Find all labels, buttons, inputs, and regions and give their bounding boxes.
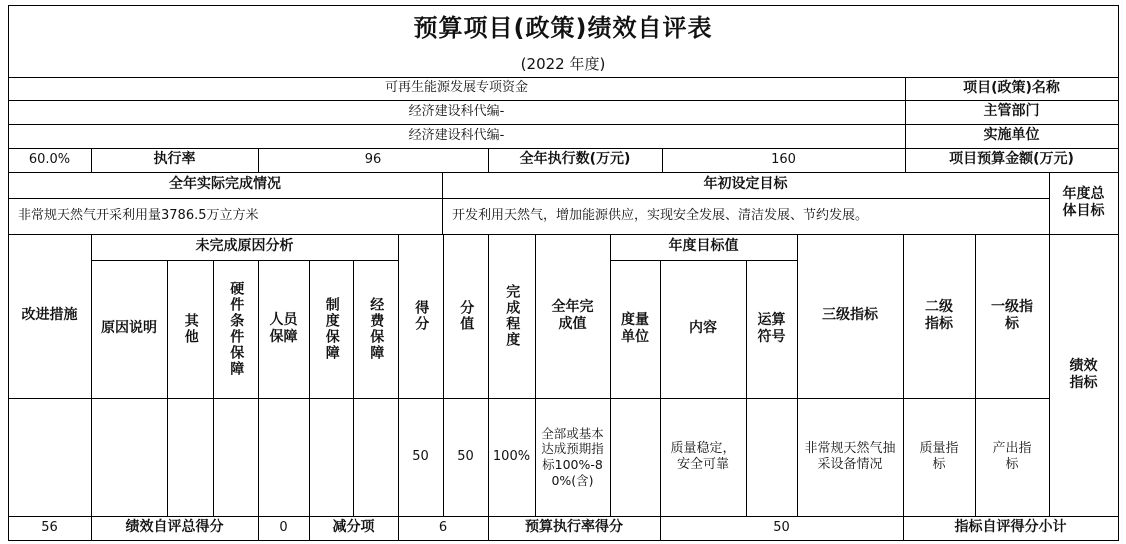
budget-score-label: 预算执行率得分	[525, 519, 623, 536]
header-unit: 度量单位	[621, 311, 649, 345]
row-level2: 质量指标	[919, 440, 959, 472]
header-points: 分值	[458, 300, 475, 332]
header-improvement: 改进措施	[21, 307, 78, 324]
header-completion: 完成程度	[504, 284, 521, 348]
impl-label: 实施单位	[983, 127, 1040, 144]
form-title: 预算项目(政策)绩效自评表	[413, 14, 713, 42]
row-level3: 非常规天然气抽采设备情况	[804, 440, 896, 472]
planned-goal-label: 年初设定目标	[703, 176, 788, 193]
row-completion: 100%	[492, 448, 531, 464]
deduction-value: 0	[279, 519, 288, 535]
rate-label: 执行率	[153, 151, 196, 168]
header-operator: 运算符号	[757, 311, 786, 345]
form-year: (2022 年度)	[520, 54, 606, 73]
header-hardware: 硬件条件保障	[228, 281, 245, 377]
row-points: 50	[457, 448, 474, 464]
header-system: 制度保障	[323, 297, 340, 361]
budget-value: 160	[771, 151, 796, 167]
header-other: 其他	[182, 313, 199, 345]
row-full-year-value: 全部或基本达成预期指标100%-80%(含)	[541, 425, 604, 488]
header-funding: 经费保障	[368, 297, 385, 361]
executed-label: 全年执行数(万元)	[519, 151, 631, 168]
total-label: 绩效自评总得分	[125, 519, 224, 536]
header-level3: 三级指标	[822, 307, 878, 324]
header-full-year-value: 全年完成值	[551, 298, 594, 332]
subtotal-label: 指标自评得分小计	[954, 519, 1067, 536]
budget-score-value: 6	[438, 519, 448, 535]
actual-goal-label: 全年实际完成情况	[169, 176, 281, 193]
executed-value: 96	[364, 151, 382, 167]
actual-goal-text: 非常规天然气开采利用量3786.5万立方米	[18, 207, 259, 223]
project-name-label: 项目(政策)名称	[963, 79, 1060, 96]
planned-goal-text: 开发利用天然气，增加能源供应，实现安全发展、清洁发展、节约发展。	[452, 207, 869, 223]
impl-value: 经济建设科代编-	[408, 127, 505, 143]
budget-label: 项目预算金额(万元)	[949, 151, 1074, 168]
grid-line-horizontal	[8, 540, 1119, 541]
deduction-label: 减分项	[332, 519, 375, 536]
total-value: 56	[41, 519, 58, 535]
indicators-side-label: 绩效指标	[1069, 357, 1098, 391]
subtotal-value: 50	[773, 519, 790, 535]
dept-label: 主管部门	[983, 103, 1040, 120]
rate-value: 60.0%	[28, 151, 71, 167]
header-reason-group: 未完成原因分析	[195, 238, 294, 255]
header-level2: 二级指标	[925, 298, 953, 332]
header-score: 得分	[413, 300, 430, 332]
row-level1: 产出指标	[992, 440, 1032, 472]
row-score: 50	[412, 448, 429, 464]
header-level1: 一级指标	[991, 298, 1033, 332]
header-explanation: 原因说明	[101, 320, 157, 337]
grid-line-vertical	[1118, 5, 1119, 541]
row-content: 质量稳定，安全可靠	[670, 440, 736, 472]
header-target-group: 年度目标值	[668, 238, 739, 255]
goals-side-label: 年度总体目标	[1062, 185, 1105, 219]
dept-value: 经济建设科代编-	[408, 103, 505, 119]
project-name-value: 可再生能源发展专项资金	[384, 80, 528, 96]
header-content: 内容	[689, 320, 717, 337]
header-personnel: 人员保障	[269, 311, 298, 345]
